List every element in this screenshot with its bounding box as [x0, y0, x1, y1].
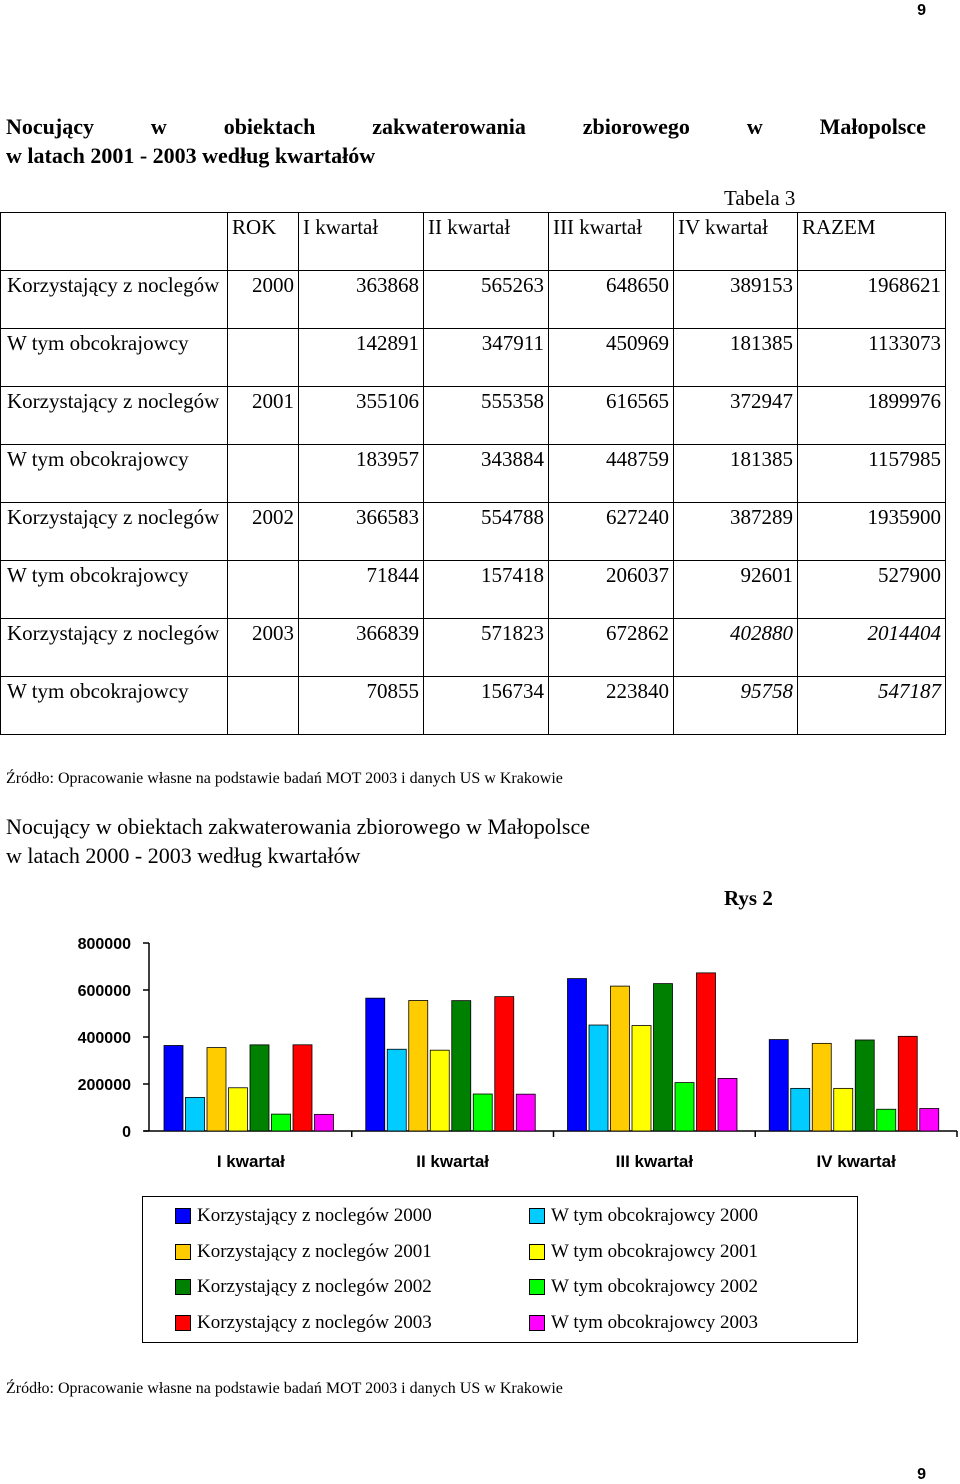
- chart-title-line2: w latach 2000 - 2003 według kwartałów: [6, 843, 361, 868]
- bar: [229, 1088, 248, 1131]
- value-cell: 547187: [798, 677, 946, 735]
- bar: [250, 1045, 269, 1131]
- title-word: Nocujący: [6, 114, 94, 139]
- value-cell: 672862: [549, 619, 674, 677]
- table-row: [1, 329, 946, 387]
- column-header: ROK: [228, 213, 299, 271]
- value-cell: 450969: [549, 329, 674, 387]
- source-note-table: Źródło: Opracowanie własne na podstawie badań MOT 2003 i danych US w Krakowie: [6, 770, 563, 787]
- title-word: zbiorowego: [582, 114, 690, 139]
- legend-label: Korzystający z noclegów 2000: [197, 1205, 432, 1226]
- bar: [632, 1026, 651, 1131]
- page-number-bottom: 9: [917, 1466, 926, 1483]
- table-row: [1, 445, 946, 503]
- table-row: [1, 561, 946, 619]
- value-cell: 92601: [674, 561, 798, 619]
- legend-item: [175, 1241, 432, 1263]
- bar: [791, 1088, 810, 1131]
- value-cell: 157418: [424, 561, 549, 619]
- legend-swatch: [175, 1244, 191, 1260]
- value-cell: 616565: [549, 387, 674, 445]
- y-tick-label: 400000: [77, 1030, 131, 1047]
- page-number-top: 9: [917, 2, 926, 19]
- chart-legend: [142, 1196, 858, 1343]
- legend-item: [529, 1241, 758, 1263]
- x-category-label: III kwartał: [615, 1152, 694, 1171]
- table-row: [1, 503, 946, 561]
- legend-swatch: [529, 1315, 545, 1331]
- year-cell: 2001: [228, 387, 299, 445]
- value-cell: 347911: [424, 329, 549, 387]
- legend-label: Korzystający z noclegów 2002: [197, 1276, 432, 1297]
- year-cell: 2002: [228, 503, 299, 561]
- legend-swatch: [529, 1279, 545, 1295]
- legend-item: [529, 1276, 758, 1298]
- value-cell: 181385: [674, 329, 798, 387]
- bar: [769, 1040, 788, 1131]
- value-cell: 1935900: [798, 503, 946, 561]
- bar: [293, 1045, 312, 1131]
- bar: [409, 1000, 428, 1131]
- value-cell: 355106: [299, 387, 424, 445]
- bar-chart: [0, 925, 960, 1185]
- table-title: [6, 112, 926, 170]
- bar: [920, 1108, 939, 1131]
- row-label: W tym obcokrajowcy: [1, 445, 228, 503]
- legend-label: W tym obcokrajowcy 2002: [551, 1276, 759, 1297]
- column-header: I kwartał: [299, 213, 424, 271]
- value-cell: 387289: [674, 503, 798, 561]
- bar: [877, 1109, 896, 1131]
- legend-item: [175, 1312, 432, 1334]
- value-cell: 1899976: [798, 387, 946, 445]
- row-label: Korzystający z noclegów: [1, 503, 228, 561]
- legend-swatch: [529, 1208, 545, 1224]
- table-row: [1, 619, 946, 677]
- value-cell: 627240: [549, 503, 674, 561]
- value-cell: 1157985: [798, 445, 946, 503]
- value-cell: 366839: [299, 619, 424, 677]
- row-label: W tym obcokrajowcy: [1, 329, 228, 387]
- bar: [366, 998, 385, 1131]
- x-category-label: I kwartał: [216, 1152, 285, 1171]
- legend-label: W tym obcokrajowcy 2001: [551, 1240, 759, 1262]
- table-header-row: [1, 213, 946, 271]
- legend-item: [175, 1205, 432, 1227]
- value-cell: 95758: [674, 677, 798, 735]
- table-row: [1, 271, 946, 329]
- row-label: Korzystający z noclegów: [1, 387, 228, 445]
- value-cell: 366583: [299, 503, 424, 561]
- y-tick-label: 0: [122, 1124, 131, 1141]
- value-cell: 71844: [299, 561, 424, 619]
- year-cell: 2003: [228, 619, 299, 677]
- bar: [387, 1049, 406, 1131]
- value-cell: 223840: [549, 677, 674, 735]
- header-empty-cell: [1, 213, 228, 271]
- title-word: Małopolsce: [819, 114, 926, 139]
- legend-item: [175, 1276, 432, 1298]
- table-label: Tabela 3: [724, 186, 796, 210]
- legend-label: Korzystający z noclegów 2003: [197, 1311, 432, 1333]
- y-tick-label: 800000: [77, 936, 131, 953]
- bar: [675, 1083, 694, 1131]
- value-cell: 343884: [424, 445, 549, 503]
- value-cell: 389153: [674, 271, 798, 329]
- value-cell: 70855: [299, 677, 424, 735]
- bar: [186, 1097, 205, 1131]
- bar: [812, 1043, 831, 1131]
- value-cell: 554788: [424, 503, 549, 561]
- legend-swatch: [175, 1279, 191, 1295]
- legend-label: W tym obcokrajowcy 2003: [551, 1311, 759, 1333]
- year-cell: [228, 677, 299, 735]
- bar: [272, 1114, 291, 1131]
- legend-swatch: [529, 1244, 545, 1260]
- year-cell: [228, 561, 299, 619]
- x-category-label: IV kwartał: [816, 1152, 896, 1171]
- value-cell: 372947: [674, 387, 798, 445]
- bar: [568, 979, 587, 1131]
- legend-item: [529, 1312, 758, 1334]
- y-tick-label: 200000: [77, 1077, 131, 1094]
- value-cell: 142891: [299, 329, 424, 387]
- bar: [898, 1036, 917, 1131]
- row-label: W tym obcokrajowcy: [1, 677, 228, 735]
- table-title-line1: [6, 112, 926, 141]
- value-cell: 648650: [549, 271, 674, 329]
- row-label: Korzystający z noclegów: [1, 271, 228, 329]
- chart-title-line1: Nocujący w obiektach zakwaterowania zbiorowego w Małopolsce: [6, 814, 590, 839]
- title-word: zakwaterowania: [372, 114, 526, 139]
- value-cell: 156734: [424, 677, 549, 735]
- bar: [207, 1048, 226, 1131]
- value-cell: 2014404: [798, 619, 946, 677]
- row-label: W tym obcokrajowcy: [1, 561, 228, 619]
- bar: [495, 997, 514, 1131]
- data-table: [0, 212, 946, 735]
- bar: [611, 986, 630, 1131]
- bar: [697, 973, 716, 1131]
- bar: [834, 1088, 853, 1131]
- bar: [430, 1050, 449, 1131]
- value-cell: 181385: [674, 445, 798, 503]
- bar: [718, 1078, 737, 1131]
- table-title-line2: w latach 2001 - 2003 według kwartałów: [6, 143, 376, 168]
- source-note-chart: Źródło: Opracowanie własne na podstawie badań MOT 2003 i danych US w Krakowie: [6, 1380, 563, 1397]
- column-header: II kwartał: [424, 213, 549, 271]
- legend-label: W tym obcokrajowcy 2000: [551, 1205, 759, 1226]
- title-word: w: [150, 114, 167, 139]
- bar: [315, 1114, 334, 1131]
- title-word: w: [746, 114, 763, 139]
- bar: [516, 1094, 535, 1131]
- year-cell: 2000: [228, 271, 299, 329]
- legend-swatch: [175, 1315, 191, 1331]
- year-cell: [228, 445, 299, 503]
- year-cell: [228, 329, 299, 387]
- value-cell: 1133073: [798, 329, 946, 387]
- value-cell: 363868: [299, 271, 424, 329]
- table-row: [1, 387, 946, 445]
- legend-item: [529, 1205, 758, 1227]
- title-word: obiektach: [223, 114, 316, 139]
- value-cell: 555358: [424, 387, 549, 445]
- bar: [654, 984, 673, 1131]
- value-cell: 1968621: [798, 271, 946, 329]
- value-cell: 206037: [549, 561, 674, 619]
- value-cell: 402880: [674, 619, 798, 677]
- bar: [164, 1045, 183, 1131]
- column-header: RAZEM: [798, 213, 946, 271]
- x-category-label: II kwartał: [416, 1152, 490, 1171]
- value-cell: 571823: [424, 619, 549, 677]
- figure-label: Rys 2: [724, 886, 773, 910]
- bar: [452, 1001, 471, 1131]
- value-cell: 527900: [798, 561, 946, 619]
- value-cell: 183957: [299, 445, 424, 503]
- bar: [473, 1094, 492, 1131]
- bar: [855, 1040, 874, 1131]
- chart-title: [6, 812, 926, 870]
- column-header: IV kwartał: [674, 213, 798, 271]
- table-row: [1, 677, 946, 735]
- column-header: III kwartał: [549, 213, 674, 271]
- y-tick-label: 600000: [77, 983, 131, 1000]
- value-cell: 565263: [424, 271, 549, 329]
- bar: [589, 1025, 608, 1131]
- legend-swatch: [175, 1208, 191, 1224]
- row-label: Korzystający z noclegów: [1, 619, 228, 677]
- value-cell: 448759: [549, 445, 674, 503]
- legend-label: Korzystający z noclegów 2001: [197, 1240, 432, 1262]
